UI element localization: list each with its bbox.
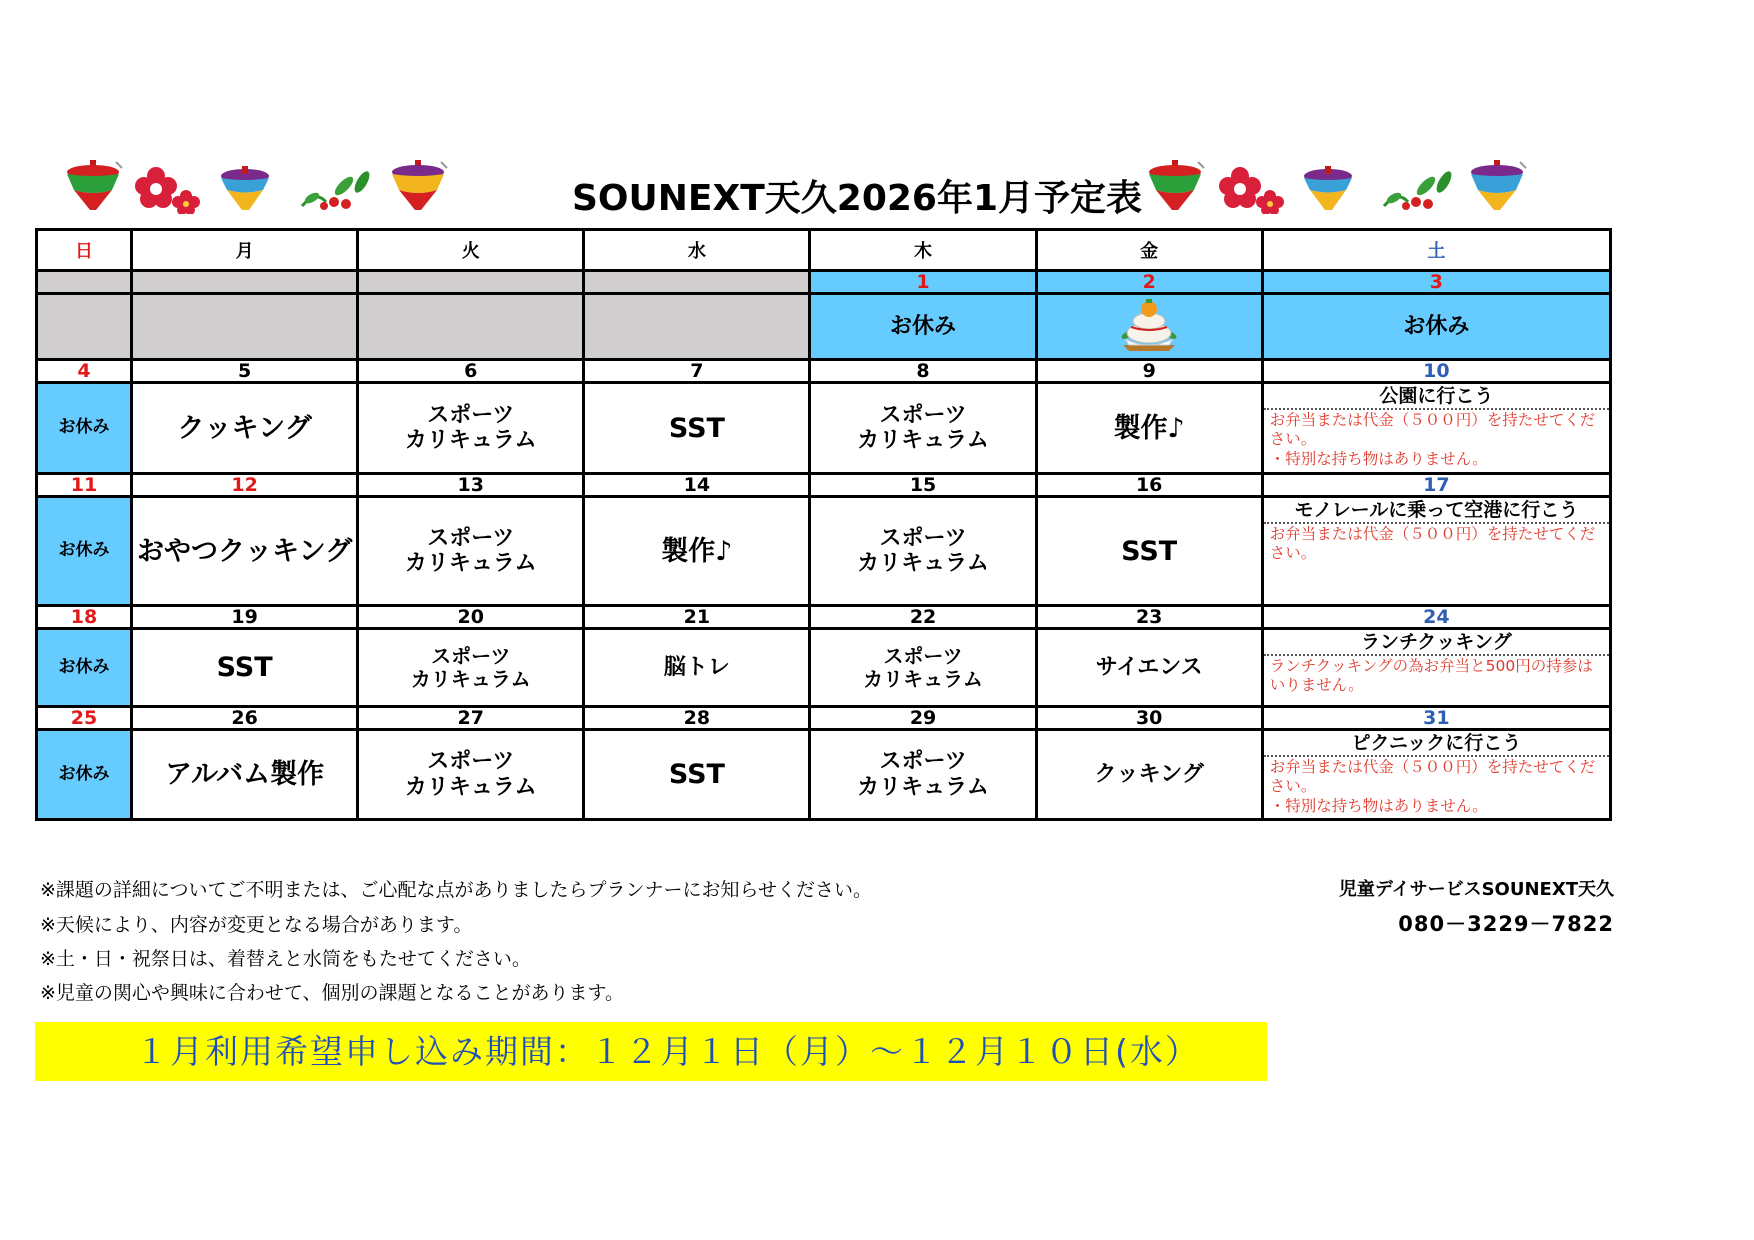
weekday-mon: 月 [132,230,358,271]
activity-cell-19: SST [132,629,358,707]
spinning-top-icon [217,164,277,214]
activity-cell-9: 製作♪ [1036,383,1262,474]
week3-date-row [37,474,1611,497]
date-cell-6: 6 [358,360,584,383]
date-cell-empty [584,271,810,294]
activity-cell-23: サイエンス [1036,629,1262,707]
activity-cell-15: スポーツ カリキュラム [810,497,1036,606]
event-note: お弁当または代金（５００円）を持たせてください。 [1269,758,1596,796]
date-cell-18: 18 [37,606,132,629]
date-cell-29: 29 [810,707,1036,730]
activity-cell-empty [37,294,132,360]
date-cell-16: 16 [1036,474,1262,497]
spinning-top-icon [387,160,451,216]
date-cell-3: 3 [1262,271,1610,294]
week2-activity-row [37,383,1611,474]
date-cell-28: 28 [584,707,810,730]
activity-cell-2 [1036,294,1262,360]
activity-cell-18: お休み [37,629,132,707]
date-cell-1: 1 [810,271,1036,294]
kagami-mochi-icon [1119,295,1179,351]
date-cell-10: 10 [1262,360,1610,383]
application-period-banner: １月利用希望申し込み期間：１２月１日（月）～１２月１０日(水） [35,1022,1267,1081]
spinning-top-icon [62,160,126,216]
activity-cell-31 [1262,730,1610,820]
leaves-berries-icon [1380,168,1456,212]
event-note: お弁当または代金（５００円）を持たせてください。 [1269,411,1596,449]
weekday-wed: 水 [584,230,810,271]
activity-cell-17 [1262,497,1610,606]
leaves-berries-icon [298,168,374,212]
date-cell-4: 4 [37,360,132,383]
page-title: SOUNEXT天久2026年1月予定表 [571,178,1143,219]
event-title: ランチクッキング [1264,630,1609,656]
note-1: ※課題の詳細についてご不明または、ご心配な点がありましたらプランナーにお知らせください。 [40,879,872,901]
activity-cell-11: お休み [37,497,132,606]
activity-cell-12: おやつクッキング [132,497,358,606]
note-3: ※土・日・祝祭日は、着替えと水筒をもたせてください。 [40,948,531,970]
weekday-fri: 金 [1036,230,1262,271]
plum-blossom-icon [1218,166,1288,214]
activity-cell-6: スポーツ カリキュラム [358,383,584,474]
activity-cell-7: SST [584,383,810,474]
activity-cell-1: お休み [810,294,1036,360]
date-cell-24: 24 [1262,606,1610,629]
week2-date-row [37,360,1611,383]
spinning-top-icon [1466,160,1530,216]
activity-cell-30: クッキング [1036,730,1262,820]
week1-date-row [37,271,1611,294]
weekday-header-row [37,230,1611,271]
date-cell-22: 22 [810,606,1036,629]
date-cell-7: 7 [584,360,810,383]
date-cell-14: 14 [584,474,810,497]
week5-date-row [37,707,1611,730]
week4-date-row [37,606,1611,629]
date-cell-empty [37,271,132,294]
schedule-calendar [35,228,1612,821]
activity-cell-14: 製作♪ [584,497,810,606]
event-note: お弁当または代金（５００円）を持たせてください。 [1269,525,1596,563]
event-title: ピクニックに行こう [1264,731,1609,757]
week1-activity-row [37,294,1611,360]
week4-activity-row [37,629,1611,707]
date-cell-25: 25 [37,707,132,730]
contact-phone: 080－3229－7822 [1398,912,1614,936]
note-2: ※天候により、内容が変更となる場合があります。 [40,914,473,936]
date-cell-5: 5 [132,360,358,383]
date-cell-19: 19 [132,606,358,629]
date-cell-20: 20 [358,606,584,629]
weekday-thu: 木 [810,230,1036,271]
activity-cell-10 [1262,383,1610,474]
date-cell-15: 15 [810,474,1036,497]
date-cell-8: 8 [810,360,1036,383]
activity-cell-28: SST [584,730,810,820]
date-cell-21: 21 [584,606,810,629]
plum-blossom-icon [134,166,204,214]
activity-cell-empty [584,294,810,360]
date-cell-empty [358,271,584,294]
weekday-tue: 火 [358,230,584,271]
date-cell-2: 2 [1036,271,1262,294]
activity-cell-21: 脳トレ [584,629,810,707]
event-title: モノレールに乗って空港に行こう [1264,498,1609,524]
date-cell-9: 9 [1036,360,1262,383]
title-row [62,160,1532,226]
activity-cell-16: SST [1036,497,1262,606]
activity-cell-13: スポーツ カリキュラム [358,497,584,606]
date-cell-17: 17 [1262,474,1610,497]
activity-cell-empty [358,294,584,360]
date-cell-26: 26 [132,707,358,730]
date-cell-12: 12 [132,474,358,497]
date-cell-30: 30 [1036,707,1262,730]
date-cell-11: 11 [37,474,132,497]
activity-cell-20: スポーツ カリキュラム [358,629,584,707]
event-title: 公園に行こう [1264,384,1609,410]
activity-cell-8: スポーツ カリキュラム [810,383,1036,474]
event-note: ランチクッキングの為お弁当と500円の持参はいりません。 [1269,657,1593,695]
activity-cell-4: お休み [37,383,132,474]
event-note: ・特別な持ち物はありません。 [1269,450,1488,469]
activity-cell-26: アルバム製作 [132,730,358,820]
date-cell-23: 23 [1036,606,1262,629]
date-cell-31: 31 [1262,707,1610,730]
activity-cell-29: スポーツ カリキュラム [810,730,1036,820]
activity-cell-empty [132,294,358,360]
activity-cell-22: スポーツ カリキュラム [810,629,1036,707]
activity-cell-25: お休み [37,730,132,820]
spinning-top-icon [1144,160,1208,216]
weekday-sat: 土 [1262,230,1610,271]
week5-activity-row [37,730,1611,820]
activity-cell-5: クッキング [132,383,358,474]
weekday-sun: 日 [37,230,132,271]
week3-activity-row [37,497,1611,606]
activity-cell-27: スポーツ カリキュラム [358,730,584,820]
date-cell-27: 27 [358,707,584,730]
activity-cell-24 [1262,629,1610,707]
event-note: ・特別な持ち物はありません。 [1269,797,1488,816]
date-cell-empty [132,271,358,294]
activity-cell-3: お休み [1262,294,1610,360]
spinning-top-icon [1300,164,1360,214]
contact-name: 児童デイサービスSOUNEXT天久 [1338,879,1614,900]
note-4: ※児童の関心や興味に合わせて、個別の課題となることがあります。 [40,982,625,1004]
date-cell-13: 13 [358,474,584,497]
